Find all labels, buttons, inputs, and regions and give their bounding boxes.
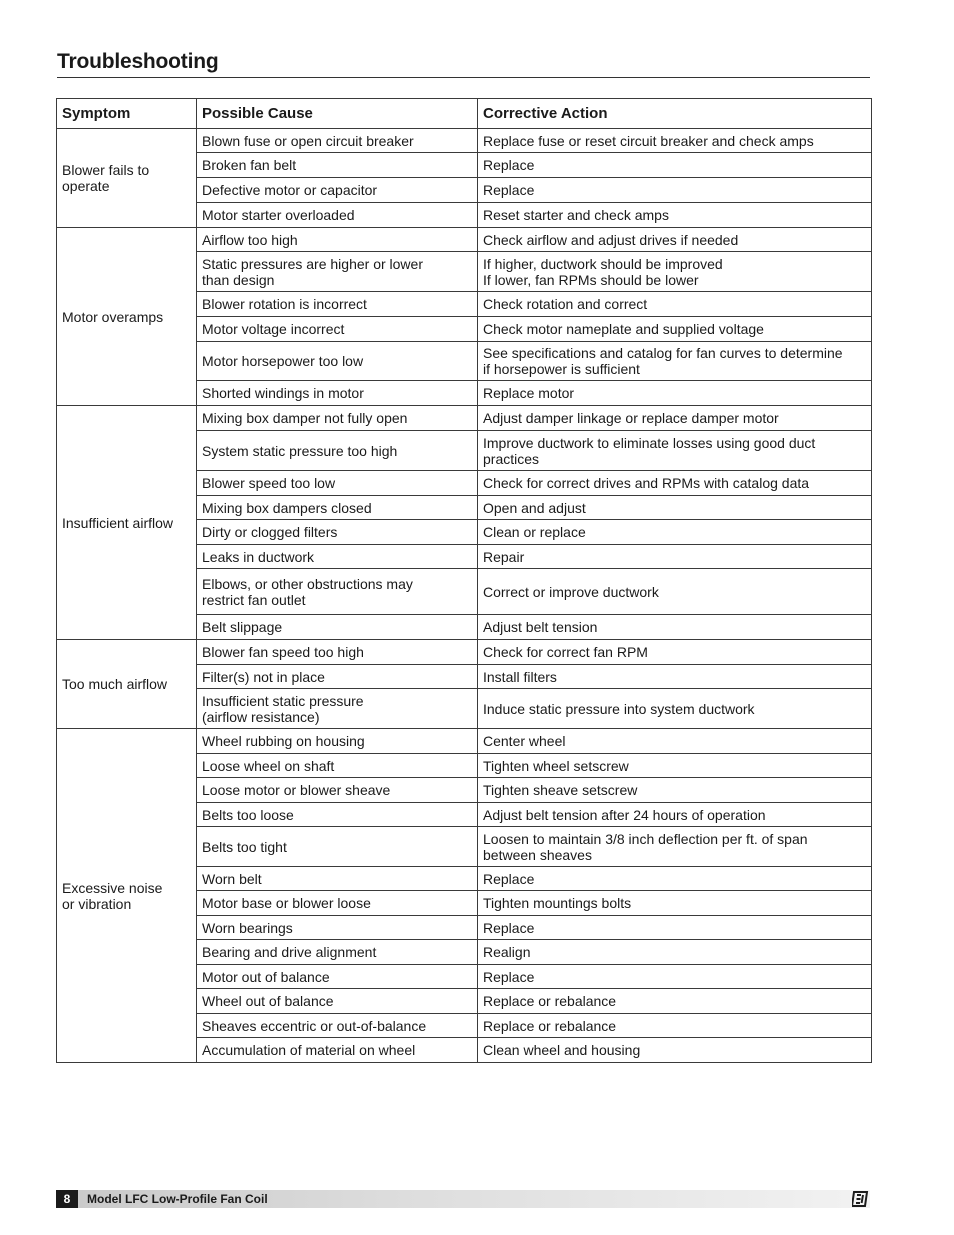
table-row	[57, 406, 872, 431]
corrective-action-cell: Tighten wheel setscrew	[478, 754, 872, 778]
possible-cause-cell: Leaks in ductwork	[197, 545, 478, 569]
possible-cause-cell: Wheel rubbing on housing	[197, 729, 478, 754]
possible-cause-cell: Dirty or clogged filters	[197, 520, 478, 545]
corrective-action-cell: Check rotation and correct	[478, 292, 872, 317]
corrective-action-cell: Replace or rebalance	[478, 1014, 872, 1038]
possible-cause-cell: Worn belt	[197, 867, 478, 891]
table-body	[57, 129, 872, 1063]
possible-cause-cell: Belt slippage	[197, 615, 478, 640]
corrective-action-cell: Check airflow and adjust drives if needed	[478, 228, 872, 252]
possible-cause-cell: Blower speed too low	[197, 471, 478, 496]
possible-cause-cell: Defective motor or capacitor	[197, 178, 478, 203]
possible-cause-cell: Insufficient static pressure (airflow resistance)	[197, 689, 478, 729]
possible-cause-cell: Mixing box dampers closed	[197, 496, 478, 520]
table-row	[57, 129, 872, 153]
possible-cause-cell: Loose motor or blower sheave	[197, 778, 478, 803]
corrective-action-cell: See specifications and catalog for fan curves to determine if horsepower is sufficient	[478, 342, 872, 381]
corrective-action-cell: Replace motor	[478, 381, 872, 406]
symptom-cell: Excessive noise or vibration	[57, 729, 197, 1063]
corrective-action-cell: Repair	[478, 545, 872, 569]
corrective-action-cell: Correct or improve ductwork	[478, 569, 872, 615]
possible-cause-cell: Motor starter overloaded	[197, 203, 478, 228]
corrective-action-cell: Check motor nameplate and supplied voltage	[478, 317, 872, 342]
corrective-action-cell: Replace	[478, 178, 872, 203]
possible-cause-cell: Elbows, or other obstructions may restrict fan outlet	[197, 569, 478, 615]
corrective-action-cell: Replace fuse or reset circuit breaker and check amps	[478, 129, 872, 153]
possible-cause-cell: System static pressure too high	[197, 431, 478, 471]
corrective-action-cell: Install filters	[478, 665, 872, 689]
corrective-action-cell: Replace	[478, 153, 872, 178]
symptom-cell: Too much airflow	[57, 640, 197, 729]
corrective-action-cell: Replace	[478, 867, 872, 891]
corrective-action-cell: Open and adjust	[478, 496, 872, 520]
corrective-action-cell: Tighten sheave setscrew	[478, 778, 872, 803]
possible-cause-cell: Accumulation of material on wheel	[197, 1038, 478, 1063]
corrective-action-cell: Clean wheel and housing	[478, 1038, 872, 1063]
possible-cause-cell: Blower rotation is incorrect	[197, 292, 478, 317]
corrective-action-cell: Adjust belt tension after 24 hours of operation	[478, 803, 872, 827]
possible-cause-cell: Sheaves eccentric or out-of-balance	[197, 1014, 478, 1038]
corrective-action-cell: Replace	[478, 916, 872, 940]
possible-cause-cell: Static pressures are higher or lower than design	[197, 252, 478, 292]
footer-model-name: Model LFC Low-Profile Fan Coil	[87, 1192, 268, 1206]
possible-cause-cell: Mixing box damper not fully open	[197, 406, 478, 431]
possible-cause-cell: Motor base or blower loose	[197, 891, 478, 916]
possible-cause-cell: Motor horsepower too low	[197, 342, 478, 381]
table-row	[57, 228, 872, 252]
possible-cause-cell: Worn bearings	[197, 916, 478, 940]
troubleshooting-table	[56, 98, 872, 1063]
table-header-row	[57, 99, 872, 129]
corrective-action-cell: Induce static pressure into system ductwork	[478, 689, 872, 729]
symptom-cell: Insufficient airflow	[57, 406, 197, 640]
possible-cause-cell: Airflow too high	[197, 228, 478, 252]
corrective-action-cell: Replace or rebalance	[478, 989, 872, 1014]
corrective-action-cell: Check for correct drives and RPMs with catalog data	[478, 471, 872, 496]
possible-cause-cell: Wheel out of balance	[197, 989, 478, 1014]
corrective-action-cell: Loosen to maintain 3/8 inch deflection per ft. of span between sheaves	[478, 827, 872, 867]
corrective-action-cell: Check for correct fan RPM	[478, 640, 872, 665]
symptom-cell: Motor overamps	[57, 228, 197, 406]
corrective-action-cell: Center wheel	[478, 729, 872, 754]
symptom-cell: Blower fails to operate	[57, 129, 197, 228]
possible-cause-cell: Belts too loose	[197, 803, 478, 827]
corrective-action-cell: Clean or replace	[478, 520, 872, 545]
possible-cause-cell: Shorted windings in motor	[197, 381, 478, 406]
corrective-action-cell: If higher, ductwork should be improved If lower, fan RPMs should be lower	[478, 252, 872, 292]
possible-cause-cell: Broken fan belt	[197, 153, 478, 178]
page-number: 8	[56, 1190, 78, 1208]
possible-cause-cell: Belts too tight	[197, 827, 478, 867]
possible-cause-cell: Filter(s) not in place	[197, 665, 478, 689]
possible-cause-cell: Loose wheel on shaft	[197, 754, 478, 778]
corrective-action-cell: Adjust belt tension	[478, 615, 872, 640]
possible-cause-cell: Blown fuse or open circuit breaker	[197, 129, 478, 153]
corrective-action-cell: Tighten mountings bolts	[478, 891, 872, 916]
corrective-action-cell: Reset starter and check amps	[478, 203, 872, 228]
table-row	[57, 729, 872, 754]
possible-cause-cell: Blower fan speed too high	[197, 640, 478, 665]
header-corrective-action: Corrective Action	[478, 99, 872, 129]
table-row	[57, 640, 872, 665]
corrective-action-cell: Realign	[478, 940, 872, 965]
possible-cause-cell: Bearing and drive alignment	[197, 940, 478, 965]
page-title: Troubleshooting	[57, 50, 219, 73]
possible-cause-cell: Motor voltage incorrect	[197, 317, 478, 342]
corrective-action-cell: Improve ductwork to eliminate losses using good duct practices	[478, 431, 872, 471]
brand-logo-icon	[852, 1191, 869, 1207]
corrective-action-cell: Replace	[478, 965, 872, 989]
corrective-action-cell: Adjust damper linkage or replace damper motor	[478, 406, 872, 431]
header-symptom: Symptom	[57, 99, 197, 129]
header-possible-cause: Possible Cause	[197, 99, 478, 129]
title-divider	[57, 77, 870, 78]
possible-cause-cell: Motor out of balance	[197, 965, 478, 989]
